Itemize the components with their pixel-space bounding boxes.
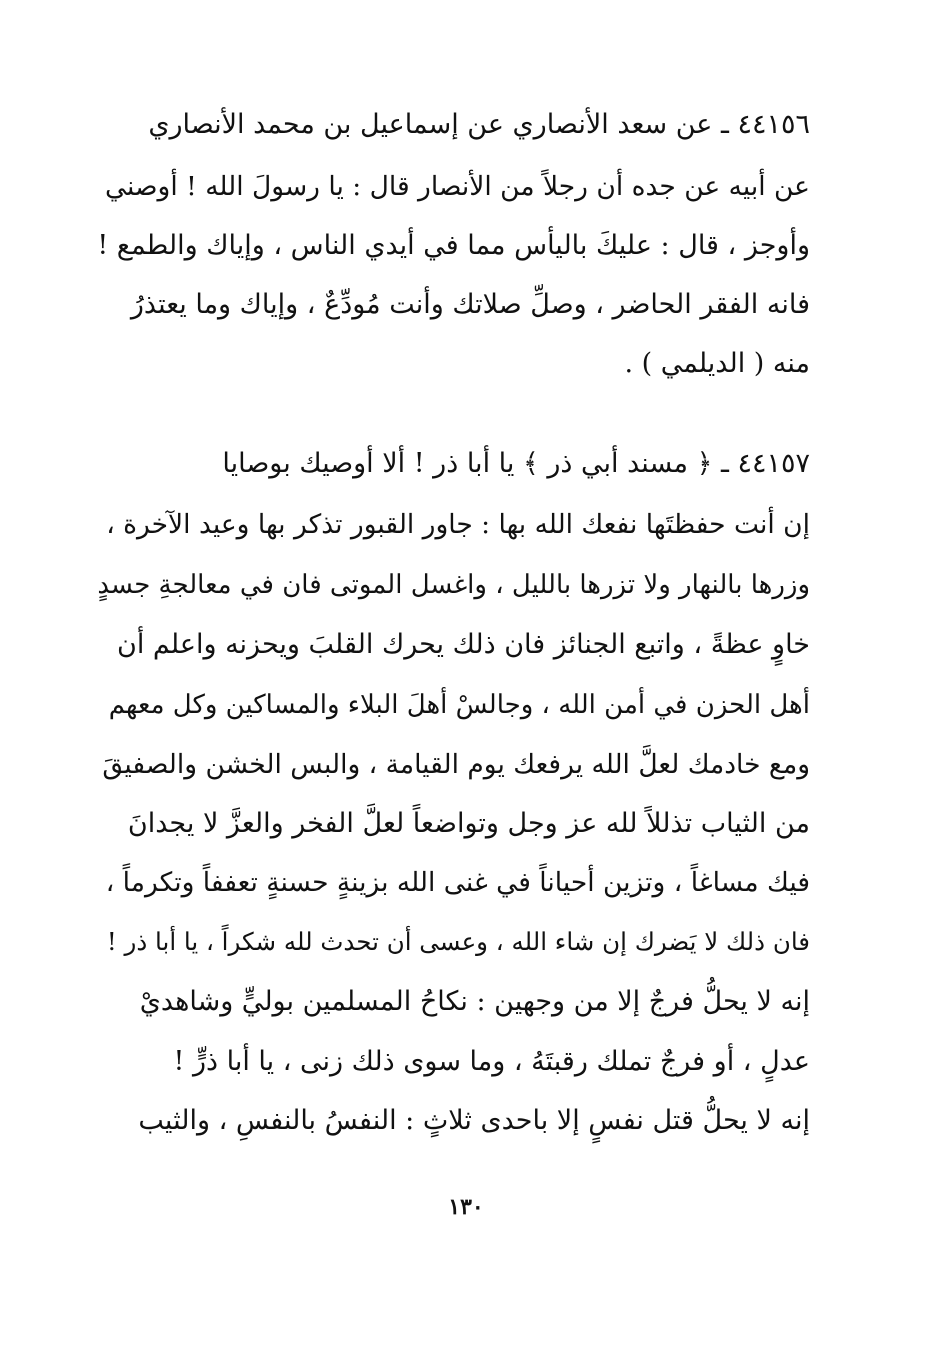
text-line: من الثياب تذللاً لله عز وجل وتواضعاً لعلَّ الفخر والعزَّ لا يجدانَ bbox=[127, 808, 810, 839]
page-number: ١٣٠ bbox=[448, 1194, 484, 1220]
text-line: أهل الحزن في أمن الله ، وجالسْ أهلَ البلاء والمساكين وكل معهم bbox=[108, 690, 810, 720]
text-line: ٤٤١٥٧ ـ ﴿ مسند أبي ذر ﴾ يا أبا ذر ! ألا أوصيك بوصايا bbox=[222, 448, 810, 479]
text-line: عدلٍ ، أو فرجٌ تملك رقبتَهُ ، وما سوى ذلك زنى ، يا أبا ذرٍّ ! bbox=[173, 1046, 810, 1077]
text-line: ٤٤١٥٦ ـ عن سعد الأنصاري عن إسماعيل بن محمد الأنصاري bbox=[148, 109, 810, 140]
text-line: إنه لا يحلُّ فرجٌ إلا من وجهين : نكاحُ المسلمين بوليٍّ وشاهديْ bbox=[139, 986, 810, 1017]
text-line: فيك مساغاً ، وتزين أحياناً في غنى الله بزينةٍ حسنةٍ تعففاً وتكرماً ، bbox=[105, 867, 810, 898]
text-line: وأوجز ، قال : عليكَ باليأس مما في أيدي الناس ، وإياك والطمع ! bbox=[97, 230, 810, 261]
text-line: وزرها بالنهار ولا تزرها بالليل ، واغسل الموتى فان في معالجةِ جسدٍ bbox=[97, 570, 810, 600]
text-line: منه ( الديلمي ) . bbox=[624, 348, 810, 379]
text-line: إن أنت حفظتَها نفعك الله بها : جاور القبور تذكر بها وعيد الآخرة ، bbox=[106, 509, 810, 540]
text-line: إنه لا يحلُّ قتل نفسٍ إلا باحدى ثلاثٍ : النفسُ بالنفسِ ، والثيب bbox=[138, 1105, 810, 1136]
text-line: عن أبيه عن جده أن رجلاً من الأنصار قال : يا رسولَ الله ! أوصني bbox=[104, 171, 810, 202]
text-line: فان ذلك لا يَضرك إن شاء الله ، وعسى أن تحدث لله شكراً ، يا أبا ذر ! bbox=[106, 927, 810, 956]
text-line: ومع خادمك لعلَّ الله يرفعك يوم القيامة ، والبس الخشن والصفيقَ bbox=[102, 749, 810, 780]
text-line: فانه الفقر الحاضر ، وصلِّ صلاتك وأنت مُودِّعٌ ، وإياك وما يعتذرُ bbox=[130, 289, 810, 320]
text-line: خاوٍ عظةً ، واتبع الجنائز فان ذلك يحرك القلبَ ويحزنه واعلم أن bbox=[117, 629, 810, 660]
